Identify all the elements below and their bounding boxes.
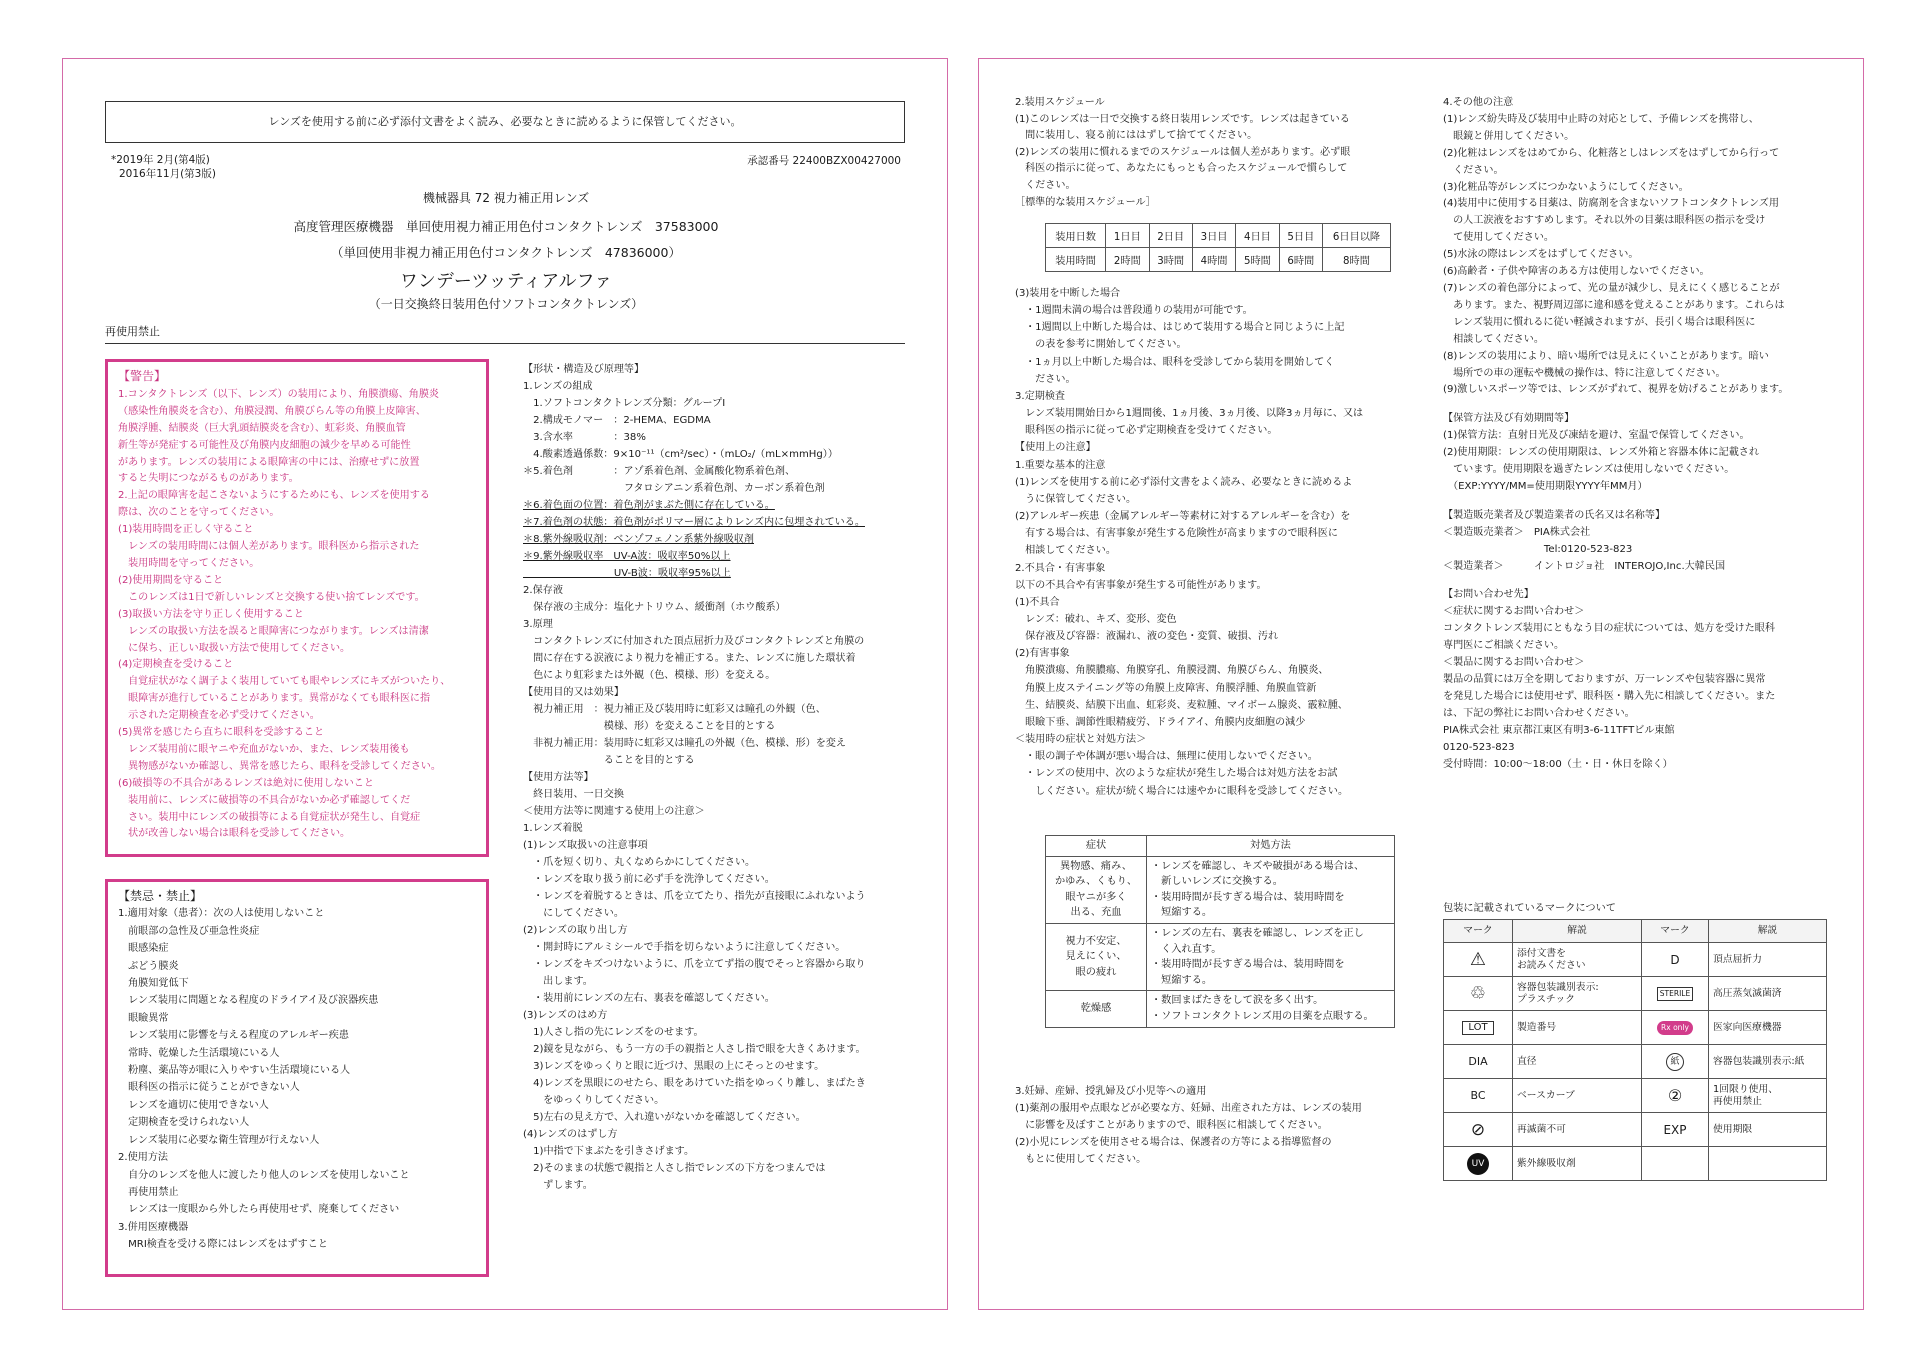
schedule-row-hours: [1046, 248, 1391, 272]
section-line: (1)レンズ取扱いの注意事項: [523, 840, 648, 851]
prohibition-line: 眼瞼異常: [118, 1012, 169, 1024]
note-line: Tel:0120-523-823: [1443, 543, 1633, 555]
marks-head: 解説: [1709, 920, 1827, 943]
note-line: あります。また、視野周辺部に違和感を覚えることがあります。これらは: [1443, 299, 1785, 311]
note-line: 0120-523-823: [1443, 741, 1515, 753]
section-line: 模様、形）を変えることを目的とする: [523, 721, 776, 732]
pregnancy-line: 3.妊婦、産婦、授乳婦及び小児等への適用: [1015, 1086, 1207, 1097]
section-line: フタロシアニン系着色剤、カーボン系着色剤: [523, 483, 825, 494]
section-line: 視力補正用 ：視力補正及び装用時に虹彩又は瞳孔の外観（色、: [523, 704, 826, 715]
precaution-line: ・1ヵ月以上中断した場合は、眼科を受診してから装用を開始してく: [1015, 356, 1335, 368]
section-line: 1.レンズの組成: [523, 381, 593, 392]
mark-description: 使用期限: [1709, 1113, 1827, 1147]
section-line: 4.酸素透過係数：9×10⁻¹¹（cm²/sec）・（mLO₂/（mL×mmHg））: [523, 449, 838, 460]
prohibition-line: 角膜知覚低下: [118, 978, 189, 990]
note-line: ＜製造業者＞ イントロジョ社 INTEROJO,Inc.大韓民国: [1443, 560, 1726, 572]
note-line: 【お問い合わせ先】: [1443, 589, 1534, 601]
note-line: て使用してください。: [1443, 232, 1555, 244]
uv-icon: UV: [1467, 1153, 1489, 1175]
precaution-line: うに保管してください。: [1015, 493, 1137, 505]
read-notice-box: レンズを使用する前に必ず添付文書をよく読み、必要なときに読めるように保管してください。: [105, 101, 905, 143]
section-line: 出します。: [523, 976, 593, 987]
warning-line: すると失明につながるものがあります。: [118, 473, 299, 485]
warning-line: 示された定期検査を必ず受けてください。: [118, 710, 320, 722]
action-text: 新しいレンズに交換する。: [1151, 876, 1283, 888]
section-line: 色により虹彩または外観（色、模様、形）を変える。: [523, 670, 776, 681]
schedule-day: 1日目: [1106, 224, 1149, 248]
schedule-day: 4日目: [1236, 224, 1279, 248]
section-line: (3)レンズのはめ方: [523, 1010, 608, 1021]
note-line: (7)レンズの着色部分によって、光の量が減少し、見えにくく感じることが: [1443, 282, 1780, 294]
precaution-line: ・レンズの使用中、次のような症状が発生した場合は対処方法をお試: [1015, 768, 1338, 780]
warning-box: [105, 359, 489, 857]
pregnancy-line: に影響を及ぼすことがありますので、眼科医に相談してください。: [1015, 1120, 1328, 1131]
prohibition-line: 3.併用医療機器: [118, 1221, 189, 1233]
note-line: 【保管方法及び有効期間等】: [1443, 413, 1575, 425]
section-line: 1)中指で下まぶたを引きさげます。: [523, 1146, 695, 1157]
section-line: 【使用方法等】: [523, 772, 594, 783]
precaution-line: 保存液及び容器：液漏れ、液の変色・変質、破損、汚れ: [1015, 631, 1279, 643]
action-text: 短縮する。: [1151, 974, 1213, 986]
approval-number: 承認番号 22400BZX00427000: [747, 155, 901, 167]
schedule-hour: 4時間: [1192, 248, 1235, 272]
warning-line: 2.上記の眼障害を起こさないようにするためにも、レンズを使用する: [118, 490, 430, 502]
note-line: コンタクトレンズ装用にともなう目の症状については、処方を受けた眼科: [1443, 623, 1775, 635]
section-line: 2.構成モノマー ：2-HEMA、EGDMA: [523, 415, 711, 426]
action-text: ・装用時間が長すぎる場合は、装用時間を: [1151, 959, 1345, 971]
prohibition-line: レンズ装用に必要な衛生管理が行えない人: [118, 1134, 320, 1146]
marks-title: 包装に記載されているマークについて: [1443, 903, 1616, 914]
prohibition-line: レンズ装用に問題となる程度のドライアイ及び涙器疾患: [118, 995, 379, 1007]
symptom-header: 症状: [1046, 836, 1147, 857]
marks-row: [1444, 943, 1827, 977]
note-line: 受付時間：10:00～18:00（土・日・休日を除く）: [1443, 758, 1673, 770]
prohibition-line: 前眼部の急性及び亜急性炎症: [118, 925, 260, 937]
section-line: ・装用前にレンズの左右、裏表を確認してください。: [523, 993, 775, 1004]
device-class: 機械器具 72 視力補正用レンズ: [422, 191, 590, 205]
schedule-row-days: [1046, 224, 1391, 248]
schedule-section: [1015, 95, 1350, 211]
schedule-line: 間に装用し、寝る前にははずして捨ててください。: [1015, 130, 1258, 142]
paper-recycle-icon: 紙: [1666, 1053, 1684, 1071]
prohibition-line: 定期検査を受けられない人: [118, 1117, 250, 1129]
schedule-day: 5日目: [1279, 224, 1322, 248]
precaution-line: 2.不具合・有害事象: [1015, 562, 1106, 574]
section-line: 非視力補正用：装用時に虹彩又は瞳孔の外観（色、模様、形）を変え: [523, 738, 846, 749]
schedule-label: 装用日数: [1046, 224, 1106, 248]
warning-line: 角膜浮腫、結膜炎（巨大乳頭結膜炎を含む）、虹彩炎、角膜血管: [118, 422, 406, 434]
note-line: (3)化粧品等がレンズにつかないようにしてください。: [1443, 181, 1689, 193]
edition-current: *2019年 2月(第4版): [111, 154, 210, 166]
prohibition-line: 再使用禁止: [118, 1186, 179, 1198]
action-text: く入れ直す。: [1151, 943, 1222, 955]
note-line: ています。使用期限を過ぎたレンズは使用しないでください。: [1443, 464, 1735, 476]
marks-row: [1444, 1079, 1827, 1113]
precaution-line: 角膜上皮ステイニング等の角膜上皮障害、角膜浮腫、角膜血管新: [1015, 682, 1317, 694]
symptom-text: 乾燥感: [1080, 1003, 1112, 1015]
section-line: 2.保存液: [523, 585, 563, 596]
symptom-text: かゆみ、くもり、: [1054, 876, 1138, 888]
section-line: ・爪を短く切り、丸くなめらかにしてください。: [523, 857, 756, 868]
schedule-day: 3日目: [1192, 224, 1235, 248]
warning-line: (3)取扱い方法を守り正しく使用すること: [118, 608, 304, 620]
warning-line: があります。レンズの装用による眼障害の中には、治療せずに放置: [118, 456, 420, 468]
note-line: (1)保管方法：直射日光及び凍結を避け、室温で保管してください。: [1443, 430, 1750, 442]
warning-line: (1)装用時間を正しく守ること: [118, 524, 254, 536]
warning-line: 自覚症状がなく調子よく装用していても眼やレンズにキズがついたり、: [118, 676, 451, 688]
section-line: ・レンズを着脱するときは、爪を立てたり、指先が直接眼にふれないよう: [523, 891, 866, 902]
precaution-line: 生、結膜炎、結膜下出血、虹彩炎、麦粒腫、マイボーム腺炎、霰粒腫、: [1015, 699, 1348, 711]
note-line: は、下記の弊社にお問い合わせください。: [1443, 707, 1635, 719]
symptom-text: 眼ヤニが多く: [1065, 891, 1127, 903]
right-page: [978, 58, 1864, 1310]
symptom-text: 視力不安定、: [1065, 935, 1127, 947]
section-line: (4)レンズのはずし方: [523, 1129, 618, 1140]
precaution-line: 眼科医の指示に従って必ず定期検査を受けてください。: [1015, 425, 1278, 437]
warning-line: 状が改善しない場合は眼科を受診してください。: [118, 828, 351, 840]
mark-description: 紫外線吸収剤: [1513, 1147, 1642, 1181]
left-page: [62, 58, 948, 1310]
schedule-day: 6日目以降: [1322, 224, 1390, 248]
section-line: ることを目的とする: [523, 755, 695, 766]
symptom-row: [1046, 856, 1395, 923]
reuse-prohibited: 再使用禁止: [105, 325, 160, 338]
mark-description: 1回限り使用、 再使用禁止: [1709, 1079, 1827, 1113]
schedule-label: 装用時間: [1046, 248, 1106, 272]
warning-line: レンズの装用時間には個人差があります。眼科医から指示された: [118, 541, 420, 553]
warning-content: [118, 368, 450, 843]
marks-row: [1444, 1113, 1827, 1147]
other-notes-section: [1443, 95, 1788, 773]
precaution-line: 相談してください。: [1015, 545, 1116, 557]
mark-description: 直径: [1513, 1045, 1642, 1079]
schedule-line: ［標準的な装用スケジュール］: [1015, 196, 1156, 208]
marks-row: [1444, 977, 1827, 1011]
section-line: 2)そのままの状態で親指と人さし指でレンズの下方をつまんでは: [523, 1163, 826, 1174]
note-line: (8)レンズの装用により、暗い場所では見えにくいことがあります。暗い: [1443, 350, 1769, 362]
marks-table: [1443, 919, 1827, 1181]
expiry-icon: EXP: [1642, 1113, 1709, 1147]
section-line: (2)レンズの取り出し方: [523, 925, 628, 936]
warning-line: このレンズは1日で新しいレンズと交換する使い捨てレンズです。: [118, 591, 425, 603]
prohibition-line: 粉塵、薬品等が眼に入りやすい生活環境にいる人: [118, 1065, 351, 1077]
section-line: コンタクトレンズに付加された頂点屈折力及びコンタクトレンズと角膜の: [523, 636, 865, 647]
section-line: にしてください。: [523, 908, 624, 919]
section-line: 【使用目的又は効果】: [523, 687, 624, 698]
note-line: 眼鏡と併用してください。: [1443, 130, 1575, 142]
schedule-hour: 5時間: [1236, 248, 1279, 272]
precaution-line: しください。症状が続く場合には速やかに眼科を受診してください。: [1015, 785, 1349, 797]
section-line: 3.含水率 ：38%: [523, 432, 646, 443]
precaution-line: レンズ装用開始日から1週間後、1ヵ月後、3ヵ月後、以降3ヵ月毎に、又は: [1015, 408, 1364, 420]
sterile-icon: STERILE: [1657, 987, 1693, 1001]
note-spacer: [1443, 575, 1788, 587]
symptom-row: [1046, 923, 1395, 990]
plastic-recycle-icon: ♲: [1444, 977, 1513, 1011]
prohibition-line: レンズは一度眼から外したら再使用せず、廃棄してください: [118, 1204, 400, 1216]
warning-line: （感染性角膜炎を含む）、角膜浸潤、角膜びらん等の角膜上皮障害、: [118, 405, 426, 417]
mark-description: 容器包装識別表示:紙: [1709, 1045, 1827, 1079]
section-line: ＊7.着色剤の状態：着色剤がポリマー層によりレンズ内に包埋されている。: [523, 517, 865, 528]
schedule-line: (2)レンズの装用に慣れるまでのスケジュールは個人差があります。必ず眼: [1015, 146, 1351, 158]
note-line: の人工涙液をおすすめします。それ以外の目薬は眼科医の指示を受け: [1443, 215, 1766, 227]
pregnancy-section: [1015, 1083, 1362, 1168]
prohibition-title: 【禁忌・禁止】: [118, 889, 203, 903]
warning-line: レンズの取扱い方法を誤ると眼障害につながります。レンズは清潔: [118, 625, 429, 637]
note-line: (1)レンズ紛失時及び装用中止時の対応として、予備レンズを携帯し、: [1443, 113, 1759, 125]
warning-line: 装用前に、レンズに破損等の不具合がないか必ず確認してくだ: [118, 794, 411, 806]
symptom-table: [1045, 835, 1395, 1028]
pregnancy-line: (1)薬剤の服用や点眼などが必要な方、妊婦、出産された方は、レンズの装用: [1015, 1103, 1362, 1114]
prohibition-line: 眼感染症: [118, 943, 169, 955]
base-curve-icon: BC: [1444, 1079, 1513, 1113]
note-line: 【製造販売業者及び製造業者の氏名又は名称等】: [1443, 509, 1666, 521]
warning-line: (6)破損等の不具合があるレンズは絶対に使用しないこと: [118, 777, 374, 789]
single-use-icon: ②: [1642, 1079, 1709, 1113]
lot-icon: LOT: [1462, 1021, 1493, 1035]
warning-triangle-icon: ⚠: [1444, 943, 1513, 977]
product-name: ワンデーツッティアルファ: [399, 271, 613, 292]
section-line: 2)鏡を見ながら、もう一方の手の親指と人さし指で眼を大きくあけます。: [523, 1044, 866, 1055]
marks-head: マーク: [1642, 920, 1709, 943]
schedule-table: [1045, 223, 1391, 272]
note-line: (4)装用中に使用する目薬は、防腐剤を含まないソフトコンタクトレンズ用: [1443, 198, 1779, 210]
warning-line: レンズ装用前に眼ヤニや充血がないか、また、レンズ装用後も: [118, 743, 410, 755]
precaution-line: レンズ：破れ、キズ、変形、変色: [1015, 613, 1177, 625]
note-line: PIA株式会社 東京都江東区有明3-6-11TFTビル東館: [1443, 724, 1675, 736]
action-text: 短縮する。: [1151, 907, 1213, 919]
section-line: ・開封時にアルミシールで手指を切らないように注意してください。: [523, 942, 846, 953]
note-line: 4.その他の注意: [1443, 97, 1514, 108]
schedule-line: 科医の指示に従って、あなたにもっとも合ったスケジュールで慣らして: [1015, 163, 1348, 175]
mark-description: 医家向医療機器: [1709, 1011, 1827, 1045]
section-line: 5)左右の見え方で、入れ違いがないかを確認してください。: [523, 1112, 806, 1123]
structure-column: [523, 361, 866, 1194]
section-line: ずします。: [523, 1180, 593, 1191]
note-line: 製品の品質には万全を期しておりますが、万一レンズや包装容器に異常: [1443, 674, 1766, 685]
section-line: ＜使用方法等に関連する使用上の注意＞: [523, 806, 705, 817]
action-text: ・レンズの左右、裏表を確認し、レンズを正し: [1151, 927, 1364, 939]
warning-line: (4)定期検査を受けること: [118, 659, 234, 671]
precaution-line: 眼瞼下垂、調節性眼精疲労、ドライアイ、角膜内皮細胞の減少: [1015, 716, 1306, 728]
action-text: ・ソフトコンタクトレンズ用の目薬を点眼する。: [1151, 1010, 1374, 1022]
prohibition-line: 自分のレンズを他人に渡したり他人のレンズを使用しないこと: [118, 1169, 410, 1181]
action-text: ・装用時間が長すぎる場合は、装用時間を: [1151, 891, 1345, 903]
precaution-line: ・1週間未満の場合は普段通りの装用が可能です。: [1015, 305, 1253, 317]
prohibition-line: MRI検査を受ける際にはレンズをはずすこと: [118, 1239, 328, 1251]
section-line: 1.ソフトコンタクトレンズ分類：グループⅠ: [523, 398, 726, 409]
mark-description: 添付文書を お読みください: [1513, 943, 1642, 977]
product-subtitle: （一日交換終日装用色付ソフトコンタクトレンズ）: [368, 297, 644, 311]
precaution-line: 3.定期検査: [1015, 390, 1066, 402]
section-line: 4)レンズを黒眼にのせたら、眼をあけていた指をゆっくり離し、まばたき: [523, 1078, 866, 1089]
precaution-line: ・1週間以上中断した場合は、はじめて装用する場合と同じように上記: [1015, 322, 1345, 334]
note-line: を発見した場合には使用せず、眼科医・購入先に相談してください。また: [1443, 690, 1776, 702]
warning-line: 際は、次のことを守ってください。: [118, 507, 280, 519]
mark-description: 頂点屈折力: [1709, 943, 1827, 977]
action-text: ・数回まばたきをして涙を多く出す。: [1151, 995, 1324, 1007]
edition-info: [111, 153, 216, 181]
schedule-hour: 8時間: [1322, 248, 1390, 272]
note-line: (6)高齢者・子供や障害のある方は使用しないでください。: [1443, 266, 1710, 278]
precaution-line: 角膜潰瘍、角膜膿瘍、角膜穿孔、角膜浸潤、角膜びらん、角膜炎、: [1015, 665, 1329, 677]
warning-line: (2)使用期間を守ること: [118, 574, 224, 586]
symptom-header-row: [1046, 836, 1395, 857]
marks-header-row: [1444, 920, 1827, 943]
precaution-line: ・眼の調子や体調が悪い場合は、無理に使用しないでください。: [1015, 751, 1318, 763]
prohibition-line: ぶどう膜炎: [118, 960, 179, 972]
precaution-line: の表を参考に開始してください。: [1015, 339, 1187, 351]
prohibition-line: 1.適用対象（患者）：次の人は使用しないこと: [118, 908, 325, 920]
marks-row: [1444, 1011, 1827, 1045]
mark-symbol: [1642, 1147, 1709, 1181]
precaution-line: 【使用上の注意】: [1015, 442, 1096, 454]
section-line: ・レンズをキズつけないように、爪を立てず指の腹でそっと容器から取り: [523, 959, 866, 970]
warning-line: 装用時間を守ってください。: [118, 557, 260, 569]
section-line: UV-B波：吸収率95%以上: [523, 568, 731, 579]
section-line: 3)レンズをゆっくりと眼に近づけ、黒眼の上にそっとのせます。: [523, 1061, 825, 1072]
marks-row: [1444, 1045, 1827, 1079]
note-line: (2)化粧はレンズをはめてから、化粧落としはレンズをはずしてから行って: [1443, 147, 1780, 159]
section-line: 1.レンズ着脱: [523, 823, 583, 834]
note-line: （EXP:YYYY/MM=使用期限YYYY年MM月）: [1443, 480, 1648, 492]
precautions-section: [1015, 285, 1363, 800]
symptom-text: 異物感、痛み、: [1060, 860, 1132, 872]
symptom-text: 眼の疲れ: [1075, 966, 1117, 978]
section-line: 【形状・構造及び原理等】: [523, 364, 645, 375]
precaution-line: 1.重要な基本的注意: [1015, 459, 1106, 471]
schedule-line: (1)このレンズは一日で交換する終日装用レンズです。レンズは起きている: [1015, 113, 1350, 125]
schedule-hour: 3時間: [1149, 248, 1192, 272]
note-line: 専門医にご相談ください。: [1443, 640, 1565, 652]
schedule-hour: 6時間: [1279, 248, 1322, 272]
pregnancy-line: もとに使用してください。: [1015, 1154, 1147, 1165]
marks-row: [1444, 1147, 1827, 1181]
warning-line: 新生等が発症する可能性及び角膜内皮細胞の減少を早める可能性: [118, 439, 411, 451]
mark-description: ベースカーブ: [1513, 1079, 1642, 1113]
warning-line: 眼障害が進行していることがあります。異常がなくても眼科医に指: [118, 693, 431, 705]
device-category: 高度管理医療機器 単回使用視力補正用色付コンタクトレンズ 37583000: [293, 219, 719, 234]
pregnancy-line: (2)小児にレンズを使用させる場合は、保護者の方等による指導監督の: [1015, 1137, 1332, 1148]
note-line: ください。: [1443, 164, 1504, 176]
note-line: ＜製造販売業者＞ PIA株式会社: [1443, 526, 1591, 538]
section-line: ＊5.着色剤 ：アゾ系着色剤、金属酸化物系着色剤、: [523, 466, 796, 477]
mark-symbol: D: [1642, 943, 1709, 977]
mark-description: 再滅菌不可: [1513, 1113, 1642, 1147]
schedule-day: 2日目: [1149, 224, 1192, 248]
precaution-line: 以下の不具合や有害事象が発生する可能性があります。: [1015, 579, 1267, 591]
note-line: 相談してください。: [1443, 333, 1544, 345]
note-line: (5)水泳の際はレンズをはずしてください。: [1443, 249, 1639, 261]
warning-title: 【警告】: [118, 369, 167, 383]
note-line: 場所での車の運転や機械の操作は、特に注意してください。: [1443, 367, 1726, 379]
section-line: ・レンズを取り扱う前に必ず手を洗浄してください。: [523, 874, 775, 885]
note-line: レンズ装用に慣れるに従い軽減されますが、長引く場合は眼科医に: [1443, 316, 1756, 328]
section-line: 1)人さし指の先にレンズをのせます。: [523, 1027, 704, 1038]
section-line: ＊9.紫外線吸収率 UV-A波：吸収率50%以上: [523, 551, 731, 562]
schedule-line: 2.装用スケジュール: [1015, 97, 1105, 108]
section-line: 保存液の主成分：塩化ナトリウム、緩衝剤（ホウ酸系）: [523, 602, 786, 613]
precaution-line: (1)不具合: [1015, 596, 1060, 608]
symptom-text: 出る、充血: [1070, 907, 1122, 919]
precaution-line: ださい。: [1015, 373, 1076, 385]
prohibition-box: [105, 879, 489, 1277]
precaution-line: (1)レンズを使用する前に必ず添付文書をよく読み、必要なときに読めるよ: [1015, 476, 1353, 488]
warning-line: さい。装用中にレンズの破損等による自覚症状が発生し、自覚症: [118, 811, 421, 823]
symptom-row: [1046, 991, 1395, 1027]
device-category-sub: （単回使用非視力補正用色付コンタクトレンズ 47836000）: [331, 245, 681, 260]
precaution-line: 有する場合は、有害事象が発生する危険性が高まりますので眼科医に: [1015, 528, 1338, 540]
diameter-icon: DIA: [1444, 1045, 1513, 1079]
mark-description: 高圧蒸気滅菌済: [1709, 977, 1827, 1011]
edition-previous: 2016年11月(第3版): [119, 168, 216, 180]
note-line: ＜症状に関するお問い合わせ＞: [1443, 606, 1585, 618]
warning-line: 異物感がないか確認し、異常を感じたら、眼科を受診してください。: [118, 760, 441, 772]
schedule-line: ください。: [1015, 179, 1076, 191]
note-spacer: [1443, 399, 1788, 411]
mark-description: 容器包装識別表示: プラスチック: [1513, 977, 1642, 1011]
warning-line: に保ち、正しい取扱い方法で使用してください。: [118, 642, 351, 654]
marks-head: 解説: [1513, 920, 1642, 943]
section-line: ＊6.着色面の位置：着色剤がまぶた側に存在している。: [523, 500, 775, 511]
mark-description: [1709, 1147, 1827, 1181]
warning-line: 1.コンタクトレンズ（以下、レンズ）の装用により、角膜潰瘍、角膜炎: [118, 388, 440, 400]
schedule-hour: 2時間: [1106, 248, 1149, 272]
prohibition-content: [118, 888, 410, 1254]
section-line: をゆっくりしてください。: [523, 1095, 665, 1106]
precaution-line: ＜装用時の症状と対処方法＞: [1015, 734, 1147, 746]
prohibition-line: レンズを適切に使用できない人: [118, 1099, 269, 1111]
note-spacer: [1443, 496, 1788, 508]
no-resterilize-icon: ⊘: [1444, 1113, 1513, 1147]
precaution-line: (3)装用を中断した場合: [1015, 288, 1121, 299]
precaution-line: (2)アレルギー疾患（金属アレルギー等素材に対するアレルギーを含む）を: [1015, 511, 1351, 523]
mark-description: 製造番号: [1513, 1011, 1642, 1045]
note-line: ＜製品に関するお問い合わせ＞: [1443, 657, 1585, 669]
rx-only-icon: Rx only: [1657, 1021, 1693, 1035]
prohibition-line: 眼科医の指示に従うことができない人: [118, 1082, 300, 1094]
prohibition-line: 2.使用方法: [118, 1152, 169, 1164]
section-line: 終日装用、一日交換: [523, 789, 624, 800]
header-divider: [105, 343, 905, 344]
warning-line: (5)異常を感じたら直ちに眼科を受診すること: [118, 727, 325, 739]
prohibition-line: 常時、乾燥した生活環境にいる人: [118, 1047, 280, 1059]
action-header: 対処方法: [1147, 836, 1395, 857]
section-line: 間に存在する涙液により視力を補正する。また、レンズに施した環状着: [523, 653, 856, 664]
prohibition-line: レンズ装用に影響を与える程度のアレルギー疾患: [118, 1030, 349, 1042]
symptom-text: 見えにくい、: [1065, 951, 1127, 963]
note-line: (2)使用期限：レンズの使用期限は、レンズ外箱と容器本体に記載され: [1443, 447, 1759, 459]
marks-head: マーク: [1444, 920, 1513, 943]
precaution-line: (2)有害事象: [1015, 648, 1070, 660]
note-line: (9)激しいスポーツ等では、レンズがずれて、視界を妨げることがあります。: [1443, 384, 1789, 396]
section-line: 3.原理: [523, 619, 553, 630]
action-text: ・レンズを確認し、キズや破損がある場合は、: [1151, 860, 1365, 872]
section-line: ＊8.紫外線吸収剤：ベンゾフェノン系紫外線吸収剤: [523, 534, 754, 545]
